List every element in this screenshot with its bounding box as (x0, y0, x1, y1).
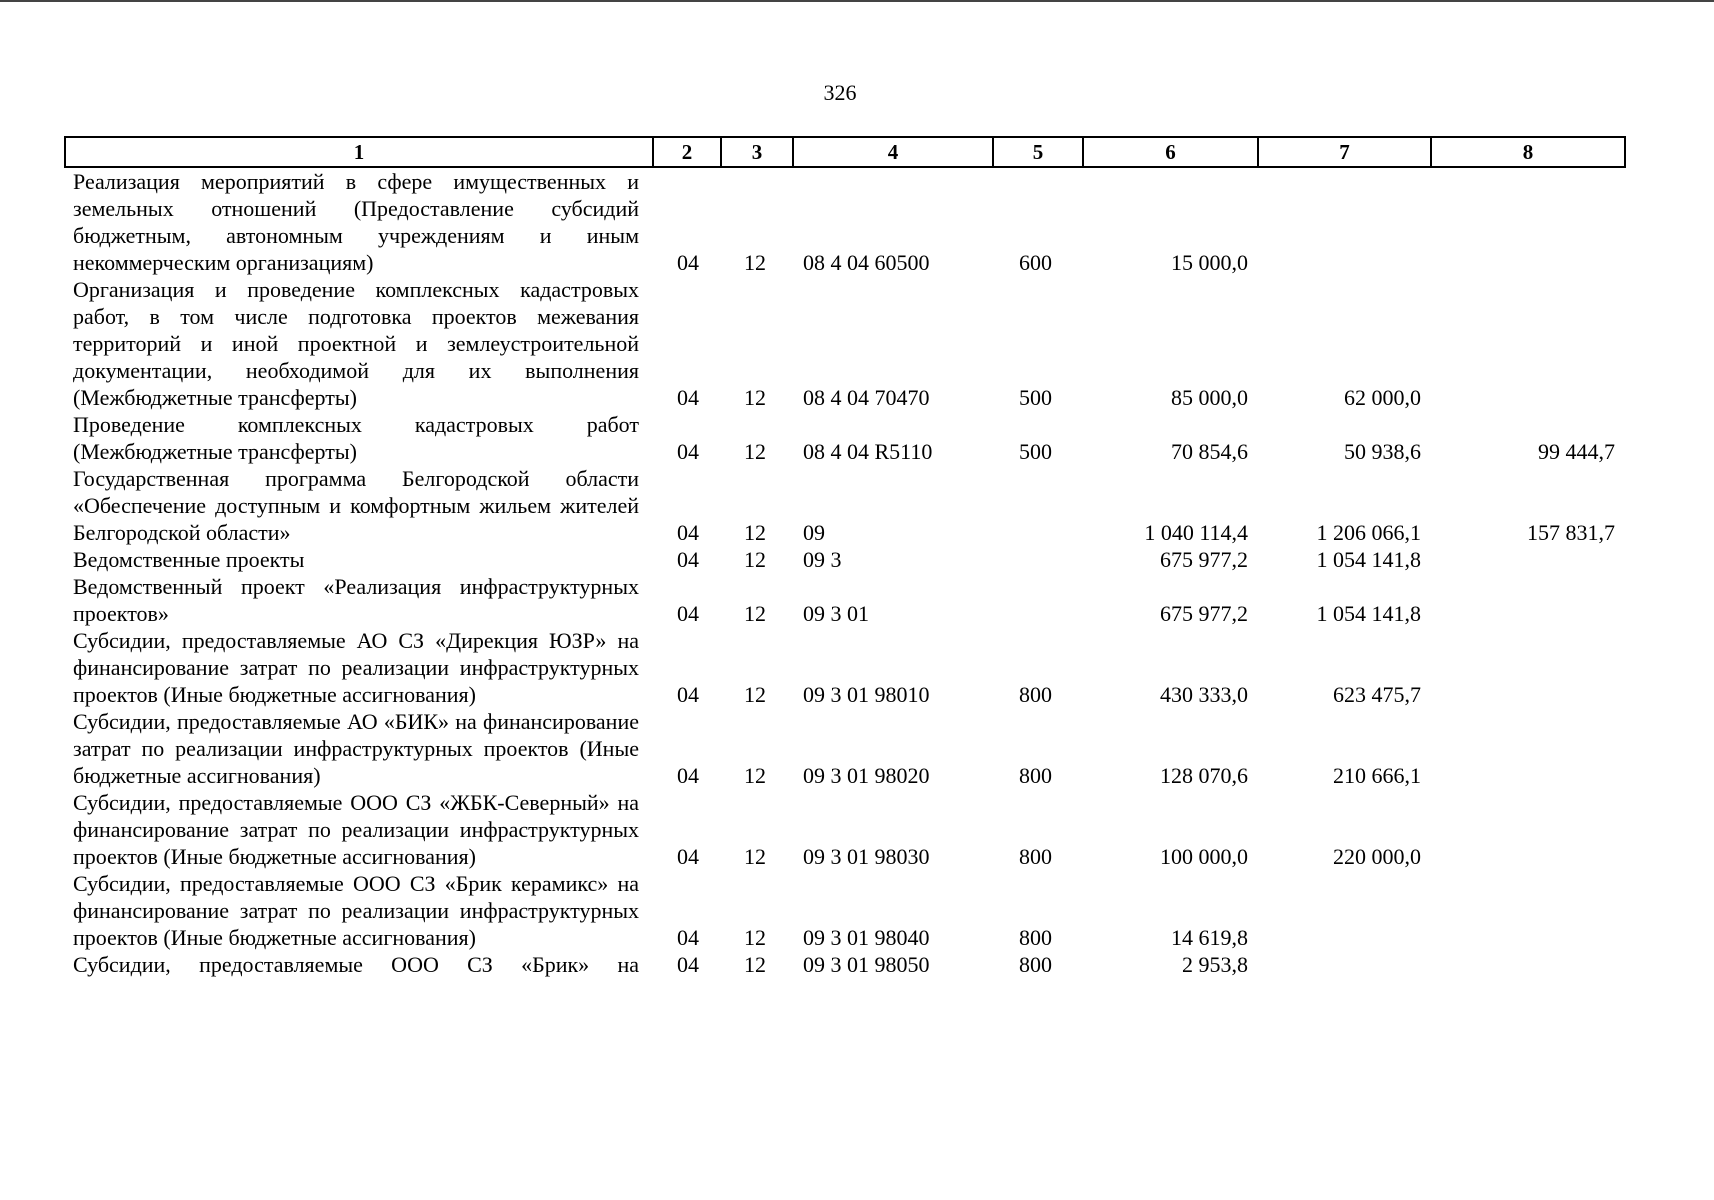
subsection-code: 12 (744, 601, 766, 626)
section-code: 04 (677, 844, 699, 869)
table-row (65, 465, 1625, 546)
expense-type-code: 500 (1019, 439, 1052, 464)
target-article-code: 09 3 01 98040 (803, 925, 930, 950)
amount-col-7 (1258, 951, 1431, 978)
column-header-5: 5 (993, 137, 1083, 167)
section-code: 04 (677, 925, 699, 950)
row-description: Субсидии, предоставляемые ООО СЗ «Брик керамикс» на финансирование затрат по реализации инфраструктурных проектов (Иные бюджетные ассигнования) (73, 871, 639, 950)
header-row (65, 137, 1625, 167)
expense-type-code: 800 (1019, 925, 1052, 950)
amount-col-7: 1 206 066,1 (1316, 520, 1421, 545)
subsection-code: 12 (744, 520, 766, 545)
budget-table (64, 136, 1626, 978)
section-code: 04 (677, 385, 699, 410)
amount-col-7: 62 000,0 (1344, 385, 1421, 410)
amount-col-7: 210 666,1 (1333, 763, 1421, 788)
expense-type-code: 600 (1019, 250, 1052, 275)
target-article-code: 09 3 01 (803, 601, 869, 626)
table-row (65, 411, 1625, 465)
target-article-code: 08 4 04 60500 (803, 250, 930, 275)
column-header-8: 8 (1431, 137, 1625, 167)
expense-type-code (993, 546, 1083, 573)
expense-type-code: 800 (1019, 763, 1052, 788)
row-description: Субсидии, предоставляемые АО «БИК» на финансирование затрат по реализации инфраструктурных проектов (Иные бюджетные ассигнования) (73, 709, 639, 788)
table-row (65, 870, 1625, 951)
amount-col-8 (1431, 870, 1625, 951)
target-article-code: 09 3 01 98030 (803, 844, 930, 869)
amount-col-6: 1 040 114,4 (1144, 520, 1248, 545)
amount-col-8: 99 444,7 (1538, 439, 1615, 464)
table-row (65, 167, 1625, 276)
subsection-code: 12 (744, 439, 766, 464)
expense-type-code: 800 (1019, 844, 1052, 869)
column-header-2: 2 (653, 137, 721, 167)
table-row (65, 627, 1625, 708)
amount-col-6: 14 619,8 (1171, 925, 1248, 950)
section-code: 04 (677, 601, 699, 626)
column-header-4: 4 (793, 137, 993, 167)
column-header-1: 1 (65, 137, 653, 167)
amount-col-6: 85 000,0 (1171, 385, 1248, 410)
amount-col-6: 100 000,0 (1160, 844, 1248, 869)
amount-col-6: 128 070,6 (1160, 763, 1248, 788)
section-code: 04 (677, 547, 699, 572)
subsection-code: 12 (744, 925, 766, 950)
section-code: 04 (677, 250, 699, 275)
row-description: Организация и проведение комплексных кадастровых работ, в том числе подготовка проектов межевания территорий и иной проектной и землеустроительной документации, необходимой для их выполнения (Межбюджетные трансферты) (73, 277, 639, 410)
target-article-code: 08 4 04 R5110 (803, 439, 933, 464)
row-description: Субсидии, предоставляемые ООО СЗ «Брик» на (73, 952, 639, 977)
amount-col-6: 675 977,2 (1160, 601, 1248, 626)
amount-col-8 (1431, 627, 1625, 708)
column-header-7: 7 (1258, 137, 1431, 167)
expense-type-code: 800 (1019, 952, 1052, 977)
amount-col-8: 157 831,7 (1527, 520, 1615, 545)
target-article-code: 09 3 01 98010 (803, 682, 930, 707)
expense-type-code: 500 (1019, 385, 1052, 410)
expense-type-code (993, 465, 1083, 546)
target-article-code: 09 3 01 98020 (803, 763, 930, 788)
amount-col-6: 2 953,8 (1182, 952, 1248, 977)
subsection-code: 12 (744, 250, 766, 275)
subsection-code: 12 (744, 844, 766, 869)
amount-col-8 (1431, 789, 1625, 870)
row-description: Ведомственные проекты (73, 547, 305, 572)
amount-col-8 (1431, 573, 1625, 627)
expense-type-code: 800 (1019, 682, 1052, 707)
amount-col-8 (1431, 167, 1625, 276)
subsection-code: 12 (744, 385, 766, 410)
expense-type-code (993, 573, 1083, 627)
table-row (65, 573, 1625, 627)
row-description: Государственная программа Белгородской области «Обеспечение доступным и комфортным жильем жителей Белгородской области» (73, 466, 639, 545)
column-header-3: 3 (721, 137, 793, 167)
target-article-code: 09 3 01 98050 (803, 952, 930, 977)
amount-col-7: 1 054 141,8 (1316, 547, 1421, 572)
amount-col-6: 430 333,0 (1160, 682, 1248, 707)
row-description: Ведомственный проект «Реализация инфраструктурных проектов» (73, 574, 639, 626)
section-code: 04 (677, 439, 699, 464)
row-description: Реализация мероприятий в сфере имущественных и земельных отношений (Предоставление субсидий бюджетным, автономным учреждениям и иным некоммерческим организациям) (73, 169, 639, 275)
table-row (65, 789, 1625, 870)
top-edge-rule (0, 0, 1714, 2)
amount-col-6: 15 000,0 (1171, 250, 1248, 275)
row-description: Проведение комплексных кадастровых работ (Межбюджетные трансферты) (73, 412, 639, 464)
amount-col-7: 623 475,7 (1333, 682, 1421, 707)
column-header-6: 6 (1083, 137, 1258, 167)
amount-col-8 (1431, 276, 1625, 411)
row-description: Субсидии, предоставляемые ООО СЗ «ЖБК-Северный» на финансирование затрат по реализации инфраструктурных проектов (Иные бюджетные ассигнования) (73, 790, 639, 869)
row-description: Субсидии, предоставляемые АО СЗ «Дирекция ЮЗР» на финансирование затрат по реализации инфраструктурных проектов (Иные бюджетные ассигнования) (73, 628, 639, 707)
amount-col-6: 70 854,6 (1171, 439, 1248, 464)
table-row (65, 708, 1625, 789)
target-article-code: 09 (803, 520, 825, 545)
amount-col-6: 675 977,2 (1160, 547, 1248, 572)
subsection-code: 12 (744, 682, 766, 707)
subsection-code: 12 (744, 763, 766, 788)
amount-col-8 (1431, 708, 1625, 789)
amount-col-7: 50 938,6 (1344, 439, 1421, 464)
amount-col-8 (1431, 546, 1625, 573)
amount-col-7 (1258, 167, 1431, 276)
section-code: 04 (677, 952, 699, 977)
target-article-code: 09 3 (803, 547, 842, 572)
amount-col-7 (1258, 870, 1431, 951)
section-code: 04 (677, 763, 699, 788)
section-code: 04 (677, 520, 699, 545)
table-row (65, 546, 1625, 573)
page-number: 326 (823, 80, 857, 105)
amount-col-7: 220 000,0 (1333, 844, 1421, 869)
target-article-code: 08 4 04 70470 (803, 385, 930, 410)
amount-col-7: 1 054 141,8 (1316, 601, 1421, 626)
table-row (65, 951, 1625, 978)
table-row (65, 276, 1625, 411)
section-code: 04 (677, 682, 699, 707)
subsection-code: 12 (744, 547, 766, 572)
subsection-code: 12 (744, 952, 766, 977)
amount-col-8 (1431, 951, 1625, 978)
